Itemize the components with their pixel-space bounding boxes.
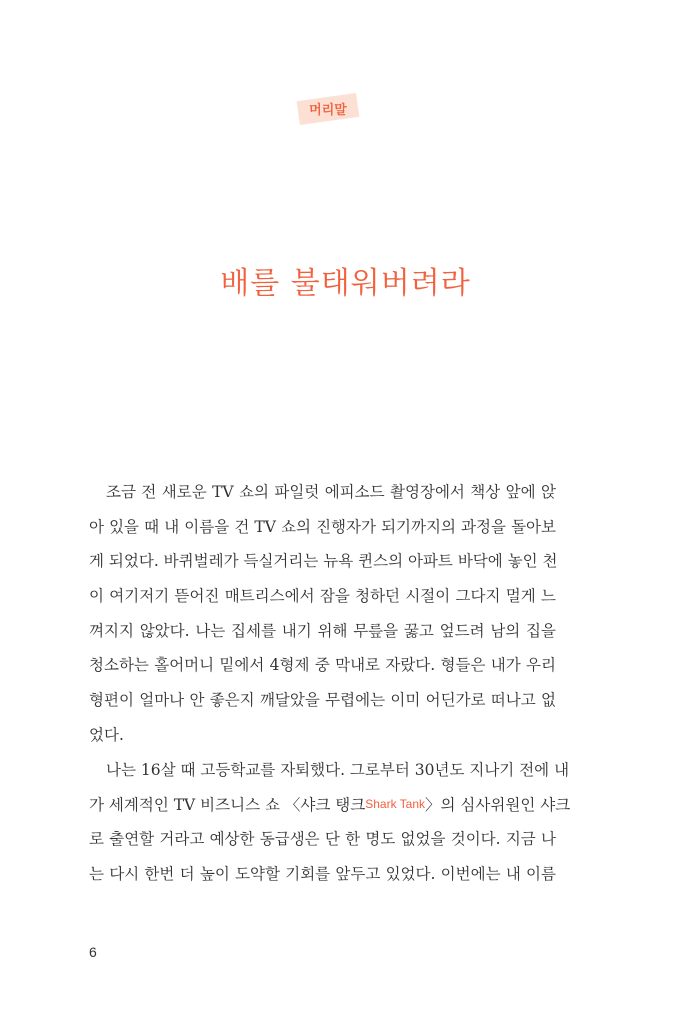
text-line: 는 다시 한번 더 높이 도약할 기회를 앞두고 있었다. 이번에는 내 이름	[89, 864, 556, 883]
english-annotation: Shark Tank	[365, 797, 426, 812]
text-segment: 〉의 심사위원인 샤크	[425, 796, 571, 815]
text-line: 이 여기저기 뜯어진 매트리스에서 잠을 청하던 시절이 그다지 멀게 느	[89, 587, 556, 606]
text-line: 게 되었다. 바퀴벌레가 득실거리는 뉴욕 퀸스의 아파트 바닥에 놓인 천	[89, 552, 558, 571]
chapter-title: 배를 불태워버려라	[220, 266, 471, 301]
page-number: 6	[89, 944, 97, 960]
text-line: 었다.	[89, 725, 124, 744]
text-line: 형편이 얼마나 안 좋은지 깨달았을 무렵에는 이미 어딘가로 떠나고 없	[89, 691, 556, 710]
text-line: 아 있을 때 내 이름을 건 TV 쇼의 진행자가 되기까지의 과정을 돌아보	[89, 517, 556, 536]
text-line	[89, 790, 571, 825]
body-text	[89, 478, 571, 894]
text-line: 로 출연할 거라고 예상한 동급생은 단 한 명도 없었을 것이다. 지금 나	[89, 829, 556, 848]
text-line: 조금 전 새로운 TV 쇼의 파일럿 에피소드 촬영장에서 책상 앞에 앉	[106, 483, 556, 501]
text-line: 껴지지 않았다. 나는 집세를 내기 위해 무릎을 꿇고 엎드려 남의 집을	[89, 621, 556, 640]
section-label: 머리말	[309, 103, 347, 118]
text-line: 청소하는 홀어머니 밑에서 4형제 중 막내로 자랐다. 형들은 내가 우리	[89, 656, 556, 675]
text-line: 나는 16살 때 고등학교를 자퇴했다. 그로부터 30년도 지나기 전에 내	[106, 760, 570, 779]
text-segment: 가 세계적인 TV 비즈니스 쇼 〈샤크 탱크	[89, 796, 366, 815]
